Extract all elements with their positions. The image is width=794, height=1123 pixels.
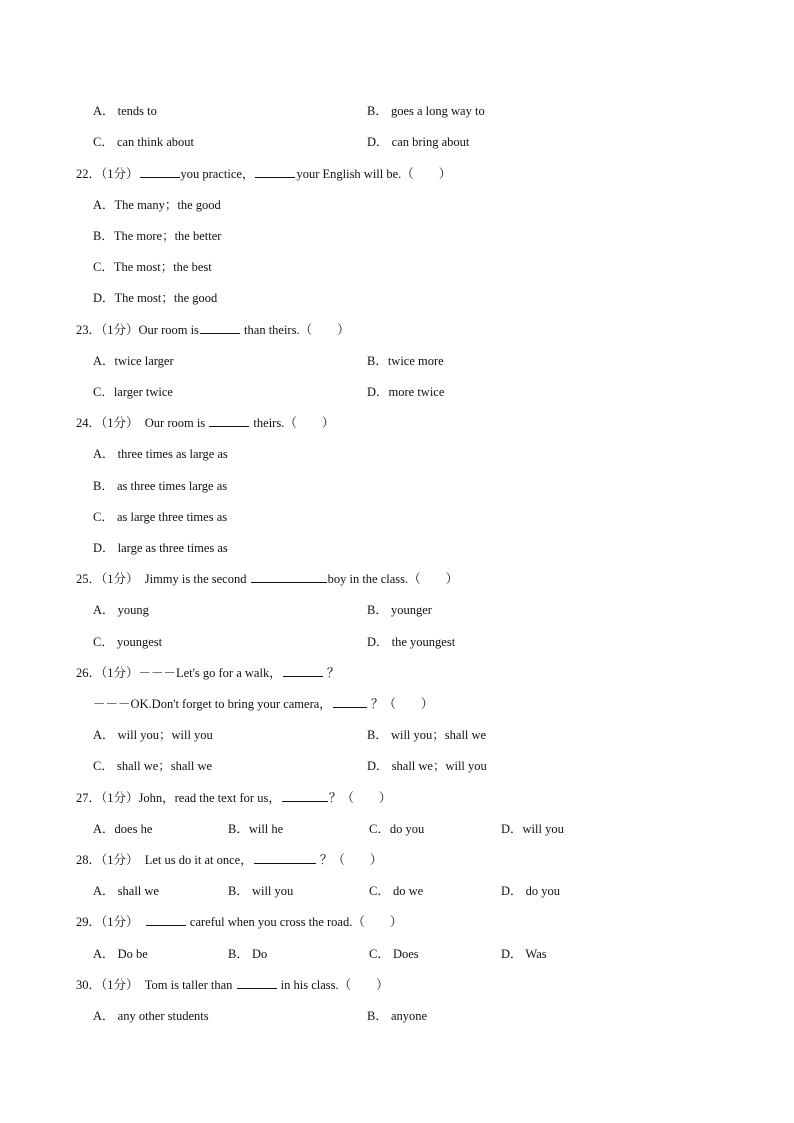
option-a: A． shall we [93,884,159,898]
answer-blank [146,914,186,926]
answer-blank [282,790,328,802]
question-26: 26．（1分）－－－Let's go for a walk， ？ [76,666,340,680]
answer-blank [333,696,367,708]
option-b: B． as three times large as [93,479,228,493]
option-d: D． large as three times as [93,541,228,555]
option-c: C．The most；the best [93,260,212,274]
option-c: C． Does [369,947,419,961]
answer-blank [140,166,180,178]
answer-blank [254,852,316,864]
answer-blank [283,665,323,677]
option-c: C． shall we；shall we [93,759,213,773]
option-a: A． three times as large as [93,447,228,461]
option-a: A．twice larger [93,354,174,368]
question-28: 28．（1分） Let us do it at once， ？（ ） [76,853,383,867]
answer-blank [255,166,295,178]
option-d: D． can bring about [367,135,470,149]
option-d: D．more twice [367,385,445,399]
option-b: B． Do [228,947,268,961]
option-a: A．The many；the good [93,198,221,212]
option-d: D． the youngest [367,635,456,649]
option-c: C． do we [369,884,424,898]
option-b: B． anyone [367,1009,428,1023]
option-d: D． shall we；will you [367,759,487,773]
option-a: A． tends to [93,104,157,118]
option-a: A． young [93,603,149,617]
question-24: 24．（1分） Our room is theirs.（ ） [76,416,335,430]
question-22: 22．（1分） you practice， your English will be.（ ） [76,167,452,181]
option-c: C． youngest [93,635,163,649]
option-c: C． can think about [93,135,195,149]
answer-blank [200,322,240,334]
option-d: D． do you [501,884,561,898]
option-c: C．larger twice [93,385,173,399]
answer-blank [237,977,277,989]
option-b: B． younger [367,603,432,617]
question-30: 30．（1分） Tom is taller than in his class.（ ） [76,978,389,992]
question-25: 25．（1分） Jimmy is the second boy in the class.（ ） [76,572,459,586]
option-a: A．does he [93,822,153,836]
answer-blank [209,415,249,427]
question-26-response: －－－OK.Don't forget to bring your camera， ？（ ） [93,697,434,711]
question-23: 23．（1分）Our room is than theirs.（ ） [76,323,350,337]
option-c: C．do you [369,822,425,836]
option-b: B．will he [228,822,284,836]
option-c: C． as large three times as [93,510,228,524]
option-b: B． will you；shall we [367,728,487,742]
option-a: A． Do be [93,947,148,961]
question-27: 27．（1分）John，read the text for us， ？（ ） [76,791,392,805]
option-d: D．The most；the good [93,291,218,305]
answer-blank [251,571,327,583]
option-d: D．will you [501,822,564,836]
question-29: 29．（1分） careful when you cross the road.（ ） [76,915,403,929]
option-d: D． Was [501,947,547,961]
option-b: B．The more；the better [93,229,222,243]
option-b: B． goes a long way to [367,104,485,118]
option-a: A． will you；will you [93,728,213,742]
option-b: B． will you [228,884,294,898]
option-a: A． any other students [93,1009,209,1023]
option-b: B．twice more [367,354,444,368]
